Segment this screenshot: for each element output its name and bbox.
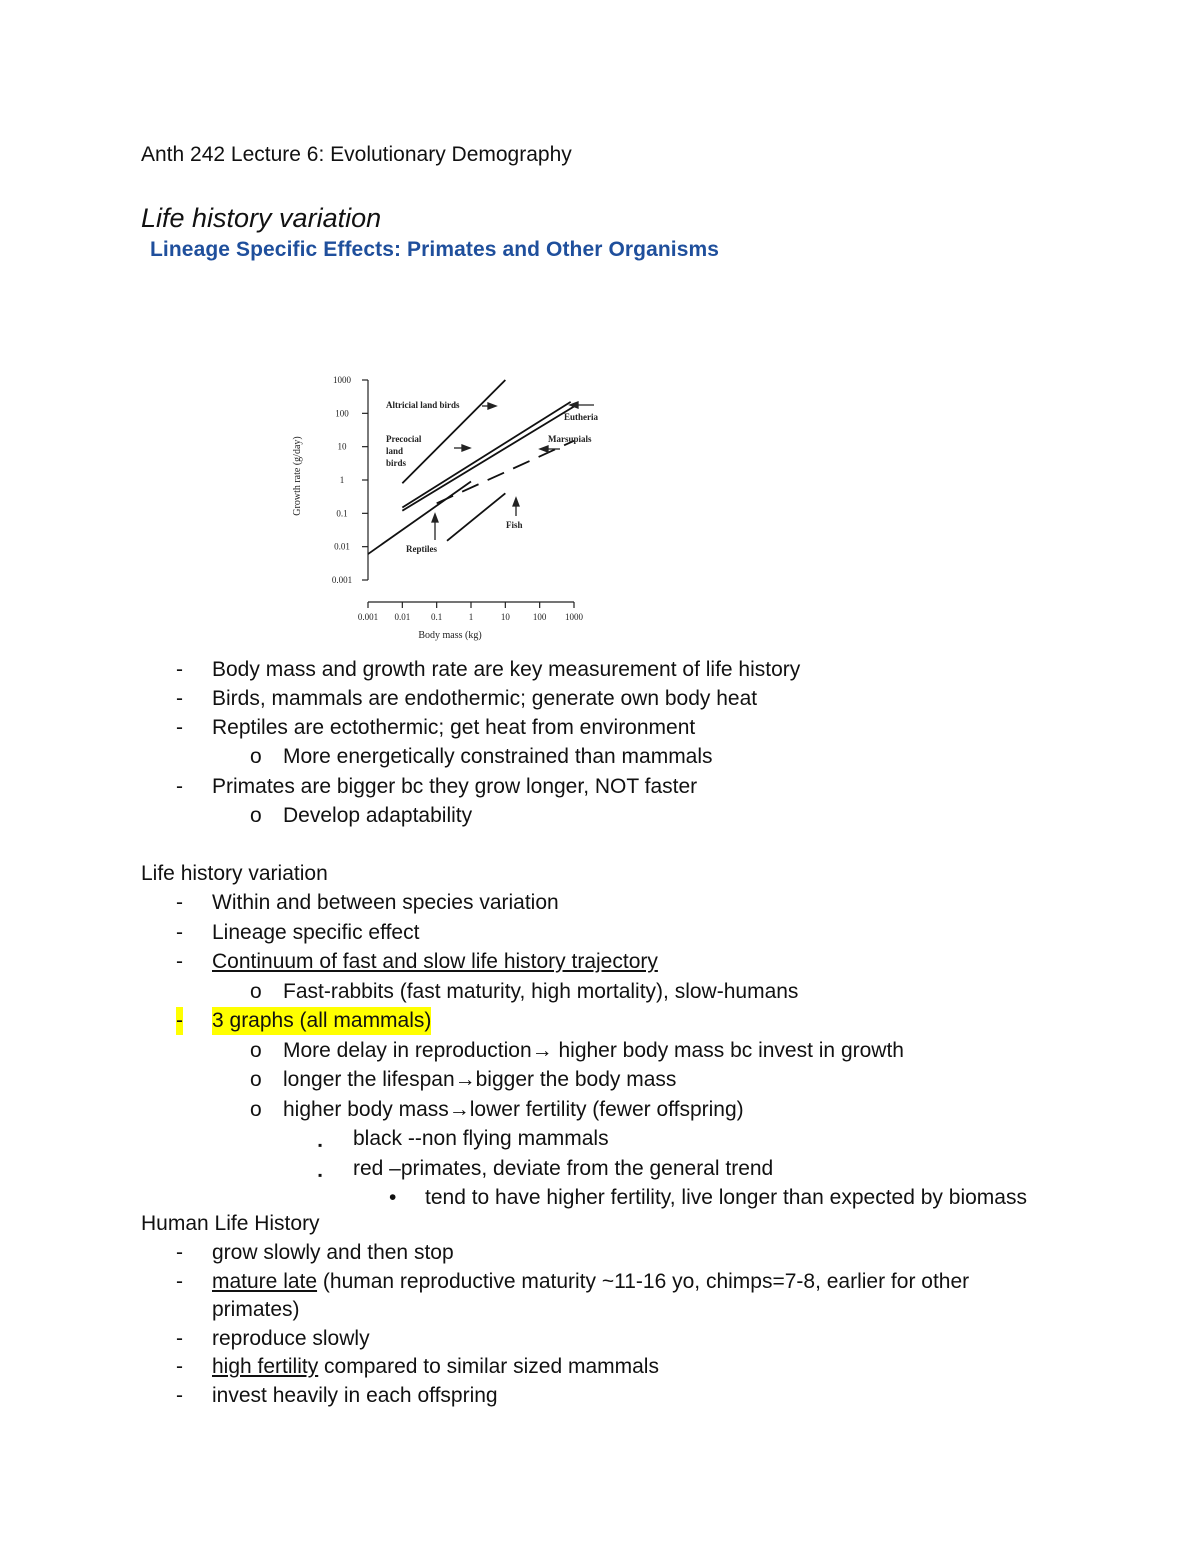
bullet-phrase: primates) <box>212 1298 300 1321</box>
bullet-text <box>212 1296 300 1324</box>
bullet-text <box>283 978 798 1006</box>
bullet-marker: - <box>176 1326 183 1350</box>
section-heading-life-history: Life history variation <box>141 203 382 233</box>
bullet-text <box>283 1096 744 1124</box>
bullet-marker: - <box>176 1007 183 1035</box>
bullet-marker: o <box>250 1038 262 1062</box>
y-tick-label: 0.001 <box>331 575 353 585</box>
annotation-marsupials: Marsupials <box>548 434 592 444</box>
series-line-altricial-land-birds <box>402 380 505 483</box>
arrowhead-altricial <box>488 403 496 409</box>
bullet-marker: - <box>176 658 183 681</box>
bullet-phrase: reproduce slowly <box>212 1326 370 1350</box>
chart-axes <box>332 375 584 622</box>
bullet-phrase: More energetically constrained than mammals <box>283 745 713 768</box>
bullet-text <box>212 1325 370 1353</box>
bullet-text <box>283 802 472 830</box>
x-tick-label: 1 <box>468 612 474 622</box>
bullet-marker: - <box>176 716 183 739</box>
underlined-phrase: mature late <box>212 1269 318 1293</box>
bullet-phrase: red –primates, deviate from the general trend <box>353 1156 774 1180</box>
bullet-marker: - <box>176 687 183 710</box>
bullet-phrase: 3 graphs (all mammals) <box>212 1009 432 1032</box>
bullet-text <box>212 773 697 801</box>
annotation-precocial-2: land <box>386 446 404 456</box>
bullet-text <box>212 1353 659 1381</box>
annotation-altricial: Altricial land birds <box>386 400 460 410</box>
y-tick-label: 100 <box>335 408 349 419</box>
bullet-marker: • <box>389 1186 397 1209</box>
x-tick-label: 100 <box>532 612 547 622</box>
arrow-symbol: → <box>531 1038 553 1062</box>
bullet-phrase: grow slowly and then stop <box>212 1241 454 1264</box>
annotation-eutheria: Eutheria <box>564 412 599 422</box>
bullet-marker: o <box>250 804 262 827</box>
x-tick-label: 0.01 <box>394 612 411 622</box>
bullet-phrase: Body mass and growth rate are key measurement of life history <box>212 658 801 681</box>
underlined-phrase: high fertility <box>212 1355 319 1378</box>
annotation-precocial-3: birds <box>386 458 407 468</box>
bullet-text <box>212 714 695 742</box>
bullet-phrase: Within and between species variation <box>212 891 559 914</box>
bullet-marker: - <box>176 1269 183 1293</box>
section-heading: Life history variation <box>141 862 328 885</box>
bullet-text <box>283 1037 904 1065</box>
arrowhead-precocial <box>462 445 470 451</box>
y-tick-label: 1000 <box>333 375 351 385</box>
bullet-phrase: Develop adaptability <box>283 804 473 827</box>
bullet-phrase: tend to have higher fertility, live longer than expected by biomass <box>425 1186 1027 1209</box>
bullet-phrase: (human reproductive maturity ~11-16 yo, chimps=7-8, earlier for other <box>317 1269 970 1293</box>
bullet-text <box>212 685 757 713</box>
growth-rate-chart <box>280 368 620 648</box>
bullet-text <box>212 1239 454 1267</box>
arrowhead-fish <box>513 498 519 506</box>
y-tick-label: 0.01 <box>334 541 350 552</box>
chart-annotations <box>386 400 599 554</box>
bullet-marker: o <box>250 1068 262 1091</box>
bullet-marker: - <box>176 891 183 914</box>
bullet-marker: o <box>250 745 262 768</box>
arrowhead-marsupials <box>540 446 548 452</box>
bullet-text <box>212 1382 498 1410</box>
bullet-phrase: Lineage specific effect <box>212 920 420 944</box>
bullet-text <box>212 1007 431 1035</box>
bullet-text <box>212 948 658 976</box>
x-tick-label: 0.001 <box>357 612 379 622</box>
bullet-text <box>212 656 800 684</box>
bullet-marker: - <box>176 950 183 973</box>
bullet-text <box>353 1125 609 1153</box>
bullet-phrase: invest heavily in each offspring <box>212 1383 498 1407</box>
bullet-phrase: Fast-rabbits (fast maturity, high mortality), slow-humans <box>283 979 799 1003</box>
bullet-text <box>212 919 419 947</box>
arrowhead-reptiles <box>432 514 438 522</box>
bullet-marker: o <box>250 1097 262 1121</box>
x-axis-label: Body mass (kg) <box>418 630 482 641</box>
bullet-phrase: higher body mass <box>283 1097 449 1121</box>
bullet-phrase-tail: bigger the body mass <box>475 1068 677 1091</box>
bullet-text <box>425 1184 1027 1212</box>
y-tick-label: 10 <box>337 441 347 452</box>
bullet-text <box>212 1268 969 1296</box>
arrow-symbol: → <box>454 1068 476 1091</box>
arrowhead-eutheria <box>570 402 578 408</box>
bullet-text <box>283 1066 676 1094</box>
bullet-phrase-tail: lower fertility (fewer offspring) <box>469 1097 744 1121</box>
bullet-phrase: black --non flying mammals <box>353 1127 609 1150</box>
series-line-fish <box>447 493 505 541</box>
bullet-marker: o <box>250 979 262 1003</box>
bullet-text <box>353 1155 773 1183</box>
bullet-phrase: Continuum of fast and slow life history trajectory <box>212 950 658 973</box>
section-heading: Human Life History <box>141 1212 320 1235</box>
arrow-symbol: → <box>448 1097 470 1121</box>
x-tick-label: 0.1 <box>431 612 443 622</box>
y-tick-label: 0.1 <box>336 508 348 519</box>
y-axis-label: Growth rate (g/day) <box>292 436 303 516</box>
bullet-phrase: Birds, mammals are endothermic; generate own body heat <box>212 687 758 710</box>
bullet-phrase: Primates are bigger bc they grow longer, NOT faster <box>212 775 698 798</box>
bullet-text <box>212 889 559 917</box>
x-tick-label: 1000 <box>565 612 583 622</box>
slide-heading: Lineage Specific Effects: Primates and Other Organisms <box>150 238 720 261</box>
bullet-phrase: compared to similar sized mammals <box>318 1355 659 1378</box>
annotation-fish: Fish <box>506 520 523 530</box>
bullet-marker: - <box>176 920 183 944</box>
bullet-phrase-tail: higher body mass bc invest in growth <box>552 1038 904 1062</box>
x-tick-label: 10 <box>500 612 510 622</box>
bullet-marker: - <box>176 1355 183 1378</box>
bullet-marker: - <box>176 775 183 798</box>
y-tick-label: 1 <box>339 475 345 485</box>
bullet-phrase: Reptiles are ectothermic; get heat from environment <box>212 716 696 739</box>
bullet-marker: ▪ <box>318 1167 323 1182</box>
bullet-marker: - <box>176 1383 183 1407</box>
bullet-text <box>283 743 713 771</box>
annotation-reptiles: Reptiles <box>406 544 437 554</box>
annotation-precocial-1: Precocial <box>386 434 422 444</box>
bullet-phrase: longer the lifespan <box>283 1068 455 1091</box>
bullet-phrase: More delay in reproduction <box>283 1038 532 1062</box>
bullet-marker: - <box>176 1241 183 1264</box>
document-title: Anth 242 Lecture 6: Evolutionary Demography <box>141 143 572 166</box>
bullet-marker: ▪ <box>318 1138 323 1152</box>
